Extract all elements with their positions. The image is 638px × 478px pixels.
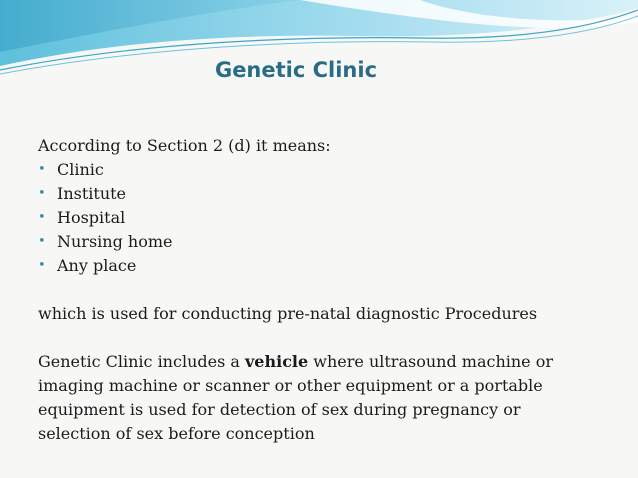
list-item: • Institute bbox=[38, 182, 618, 206]
bullet-icon: • bbox=[38, 234, 46, 249]
bullet-icon: • bbox=[38, 258, 46, 273]
list-item: • Nursing home bbox=[38, 230, 618, 254]
paragraph-line: equipment is used for detection of sex during pregnancy or bbox=[38, 400, 521, 419]
list-item: • Any place bbox=[38, 254, 618, 278]
intro-text: According to Section 2 (d) it means: bbox=[38, 136, 331, 155]
bullet-icon: • bbox=[38, 186, 46, 201]
paragraph-line: imaging machine or scanner or other equipment or a portable bbox=[38, 376, 543, 395]
vehicle-paragraph bbox=[38, 350, 618, 446]
slide-body bbox=[38, 134, 618, 446]
paragraph-line: selection of sex before conception bbox=[38, 424, 315, 443]
usage-paragraph: which is used for conducting pre-natal diagnostic Procedures bbox=[38, 304, 538, 323]
emphasis-vehicle: vehicle bbox=[245, 352, 309, 371]
bullet-list bbox=[38, 158, 618, 278]
list-item: • Clinic bbox=[38, 158, 618, 182]
paragraph-line: Genetic Clinic includes a vehicle where ultrasound machine or bbox=[38, 352, 553, 371]
bullet-icon: • bbox=[38, 210, 46, 225]
slide-title: Genetic Clinic bbox=[214, 58, 378, 82]
bullet-icon: • bbox=[38, 162, 46, 177]
list-item: • Hospital bbox=[38, 206, 618, 230]
